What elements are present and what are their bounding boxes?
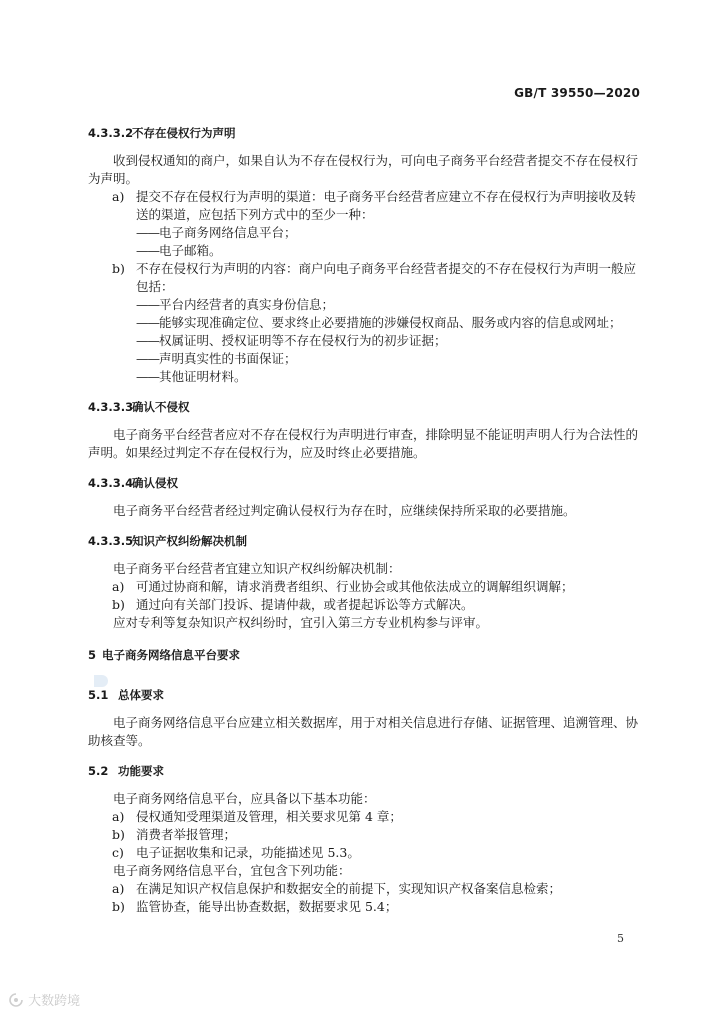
- list-label: a): [112, 579, 125, 594]
- list-label: a): [112, 881, 125, 896]
- list-text: 侵权通知受理渠道及管理，相关要求见第 4 章；: [136, 809, 402, 824]
- list-text: 不存在侵权行为声明的内容：商户向电子商务平台经营者提交的不存在侵权行为声明一般应包括：: [136, 261, 637, 294]
- list-item: [88, 596, 640, 614]
- list-item: [88, 188, 640, 224]
- list-label: c): [112, 845, 124, 860]
- dash-item: —— 权属证明、授权证明等不存在侵权行为的初步证据；: [88, 332, 640, 350]
- paragraph: 应对专利等复杂知识产权纠纷时，宜引入第三方专业机构参与评审。: [113, 615, 489, 630]
- standard-code: GB/T 39550—2020: [514, 86, 640, 100]
- watermark-logo-icon: [92, 674, 110, 688]
- dash-item: —— 声明真实性的书面保证；: [88, 350, 640, 368]
- section-heading-4-3-3-4: [88, 474, 640, 492]
- heading-title: 电子商务网络信息平台要求: [102, 648, 240, 662]
- list-label: b): [112, 597, 125, 612]
- list-text: 在满足知识产权信息保护和数据安全的前提下，实现知识产权备案信息检索；: [136, 881, 562, 896]
- dash-item: —— 其他证明材料。: [88, 368, 640, 386]
- paragraph: 电子商务网络信息平台，宜包含下列功能：: [113, 863, 351, 878]
- list-label: a): [112, 189, 125, 204]
- heading-title: 确认侵权: [132, 476, 178, 490]
- heading-number: 5.2: [88, 764, 109, 778]
- heading-title: 知识产权纠纷解决机制: [132, 534, 247, 548]
- list-text: 消费者举报管理；: [136, 827, 237, 842]
- watermark-text: 大数跨境: [28, 994, 81, 1009]
- heading-title: 功能要求: [118, 764, 164, 778]
- section-heading-4-3-3-3: [88, 398, 640, 416]
- list-item: [88, 260, 640, 296]
- section-heading-4-3-3-2: [88, 124, 640, 142]
- dash-item: —— 电子邮箱。: [88, 242, 640, 260]
- dash-item: —— 能够实现准确定位、要求终止必要措施的涉嫌侵权商品、服务或内容的信息或网址；: [88, 314, 640, 332]
- list-text: 电子证据收集和记录，功能描述见 5.3。: [136, 845, 360, 860]
- paragraph: 电子商务平台经营者经过判定确认侵权行为存在时，应继续保持所采取的必要措施。: [113, 503, 576, 518]
- heading-title: 总体要求: [118, 688, 164, 702]
- heading-title: 不存在侵权行为声明: [132, 126, 236, 140]
- list-item: [88, 808, 640, 826]
- section-heading-5: [88, 646, 640, 664]
- list-item: [88, 826, 640, 844]
- paragraph: 电子商务网络信息平台，应具备以下基本功能：: [113, 791, 376, 806]
- section-heading-5-2: [88, 762, 640, 780]
- list-text: 提交不存在侵权行为声明的渠道：电子商务平台经营者应建立不存在侵权行为声明接收及转送的渠道，应包括下列方式中的至少一种：: [136, 189, 637, 222]
- section-heading-5-1: [88, 686, 640, 704]
- dash-item: —— 电子商务网络信息平台；: [88, 224, 640, 242]
- page-number: 5: [617, 932, 624, 945]
- heading-number: 4.3.3.5: [88, 534, 134, 548]
- watermark: [8, 990, 100, 1008]
- list-item: [88, 898, 640, 916]
- list-text: 通过向有关部门投诉、提请仲裁，或者提起诉讼等方式解决。: [136, 597, 474, 612]
- list-item: [88, 844, 640, 862]
- paragraph: 收到侵权通知的商户，如果自认为不存在侵权行为，可向电子商务平台经营者提交不存在侵权行为声明。: [88, 153, 639, 186]
- paragraph: 电子商务网络信息平台应建立相关数据库，用于对相关信息进行存储、证据管理、追溯管理、协助核查等。: [88, 715, 639, 748]
- heading-title: 确认不侵权: [132, 400, 190, 414]
- document-body: [88, 124, 640, 916]
- list-item: [88, 578, 640, 596]
- list-text: 监管协查，能导出协查数据，数据要求见 5.4；: [136, 899, 398, 914]
- list-item: [88, 880, 640, 898]
- heading-number: 4.3.3.4: [88, 476, 134, 490]
- heading-number: 5.1: [88, 688, 109, 702]
- list-label: b): [112, 827, 125, 842]
- list-label: b): [112, 899, 125, 914]
- section-heading-4-3-3-5: [88, 532, 640, 550]
- heading-number: 4.3.3.2: [88, 126, 134, 140]
- dash-item: —— 平台内经营者的真实身份信息；: [88, 296, 640, 314]
- watermark-logo-icon: [8, 993, 24, 1007]
- list-label: a): [112, 809, 125, 824]
- list-label: b): [112, 261, 125, 276]
- list-text: 可通过协商和解，请求消费者组织、行业协会或其他依法成立的调解组织调解；: [136, 579, 574, 594]
- heading-number: 5: [88, 648, 97, 662]
- heading-number: 4.3.3.3: [88, 400, 134, 414]
- paragraph: 电子商务平台经营者应对不存在侵权行为声明进行审查，排除明显不能证明声明人行为合法性的声明。如果经过判定不存在侵权行为，应及时终止必要措施。: [88, 427, 639, 460]
- paragraph: 电子商务平台经营者宜建立知识产权纠纷解决机制：: [113, 561, 401, 576]
